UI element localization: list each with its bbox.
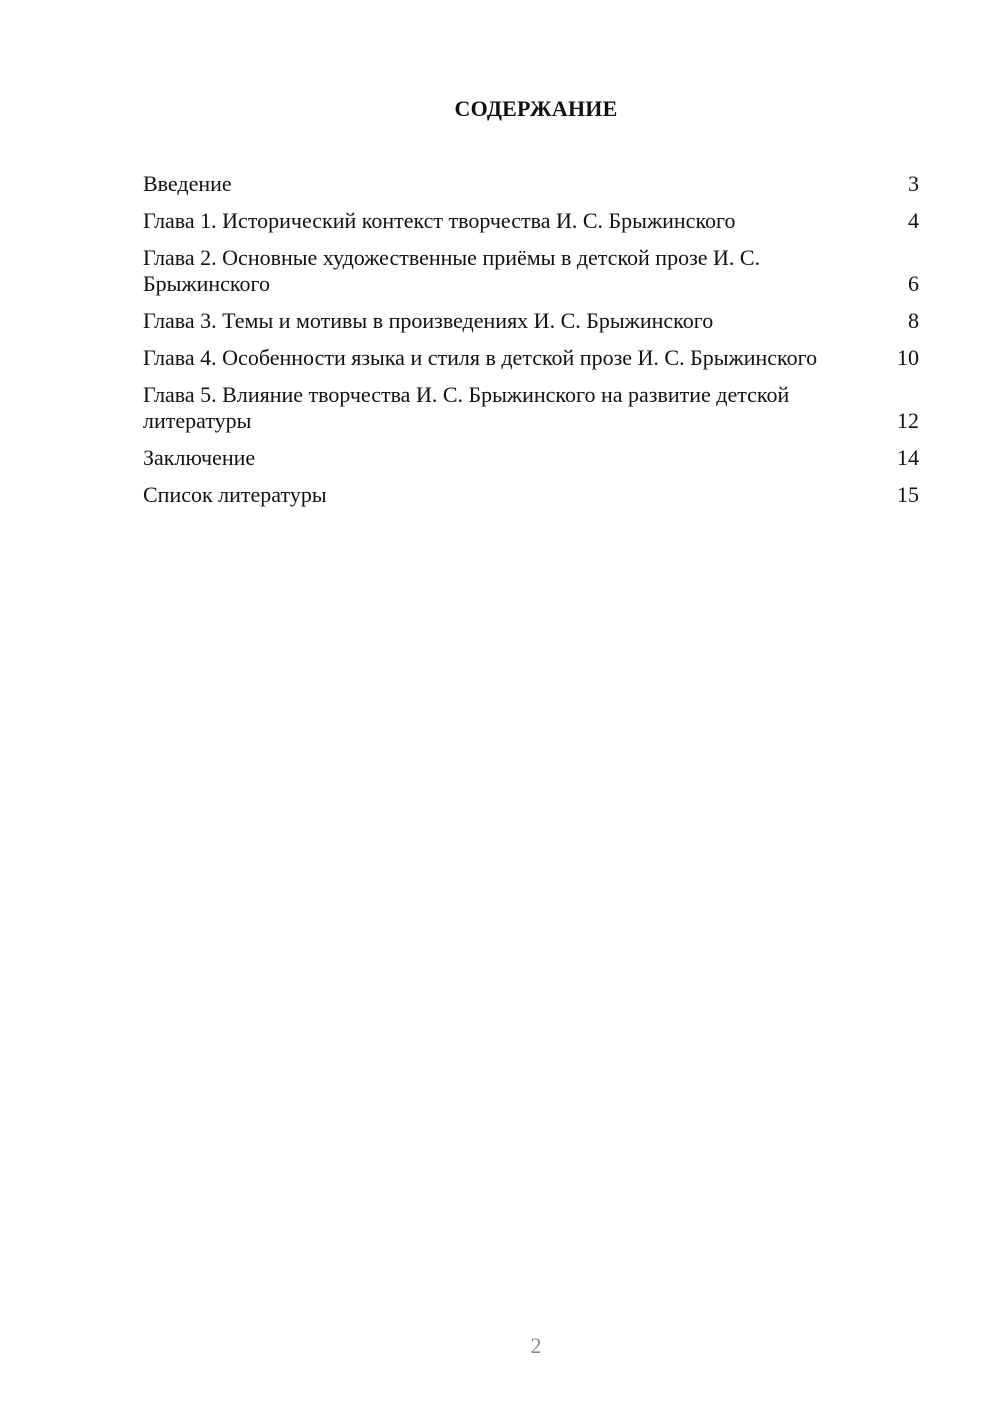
toc-entry-page: 3 (908, 171, 919, 196)
toc-entry-label: Глава 4. Особенности языка и стиля в детской прозе И. С. Брыжинского (143, 345, 818, 370)
toc-entry-label: Введение (143, 171, 232, 196)
table-of-contents (143, 171, 919, 519)
toc-entry-page: 14 (897, 445, 919, 470)
toc-entry-label: Заключение (143, 445, 256, 470)
toc-entry-references (143, 482, 919, 508)
toc-entry-chapter-5 (143, 382, 919, 434)
page-number: 2 (530, 1333, 542, 1358)
toc-entry-chapter-2 (143, 245, 919, 297)
toc-entry-label: Список литературы (143, 482, 327, 507)
toc-entry-label: Глава 2. Основные художественные приёмы в детской прозе И. С. Брыжинского (143, 245, 761, 296)
toc-entry-page: 6 (908, 271, 919, 296)
toc-entry-chapter-4 (143, 345, 919, 371)
toc-entry-page: 15 (897, 482, 919, 507)
page-title: СОДЕРЖАНИЕ (454, 96, 618, 121)
toc-entry-label: Глава 3. Темы и мотивы в произведениях И. С. Брыжинского (143, 308, 714, 333)
toc-entry-chapter-1 (143, 208, 919, 234)
toc-entry-page: 4 (908, 208, 919, 233)
toc-entry-label: Глава 5. Влияние творчества И. С. Брыжинского на развитие детской литературы (143, 382, 790, 433)
toc-entry-chapter-3 (143, 308, 919, 334)
toc-entry-page: 10 (897, 345, 919, 370)
toc-entry-page: 12 (897, 408, 919, 433)
toc-entry-conclusion (143, 445, 919, 471)
toc-entry-introduction (143, 171, 919, 197)
toc-entry-label: Глава 1. Исторический контекст творчества И. С. Брыжинского (143, 208, 736, 233)
toc-entry-page: 8 (908, 308, 919, 333)
